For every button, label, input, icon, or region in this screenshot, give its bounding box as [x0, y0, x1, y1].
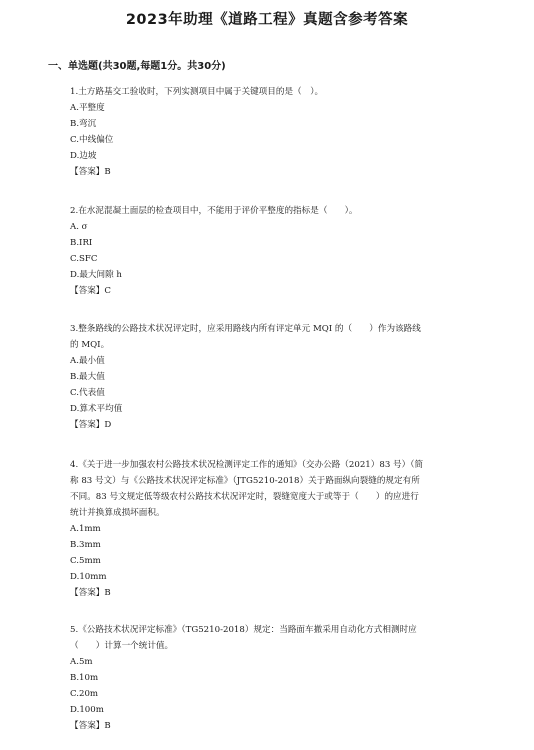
question-stem-line: 的 MQI。	[70, 340, 110, 350]
option-c: C.中线偏位	[70, 135, 114, 145]
question-1	[70, 84, 488, 180]
answer-line: 【答案】B	[70, 588, 111, 598]
answer-line: 【答案】B	[70, 721, 111, 731]
answer-line: 【答案】B	[70, 167, 111, 177]
option-d: D.100m	[70, 705, 104, 715]
option-a: A. σ	[70, 222, 88, 232]
question-stem-line: 1.土方路基交工验收时，下列实测项目中属于关键项目的是（ ）。	[70, 87, 324, 97]
question-stem-line: 2.在水泥混凝土面层的检查项目中，不能用于评价平整度的指标是（ ）。	[70, 206, 358, 216]
document-title: 2023年助理《道路工程》真题含参考答案	[125, 12, 409, 28]
option-b: B.IRI	[70, 238, 93, 248]
option-b: B.最大值	[70, 372, 105, 382]
question-stem-line: 5.《公路技术状况评定标准》（TG5210-2018）规定：当路面车撤采用自动化方式相测时应	[70, 625, 417, 635]
option-c: C.5mm	[70, 556, 101, 566]
option-d: D.算术平均值	[70, 404, 123, 414]
option-a: A.5m	[70, 657, 93, 667]
question-5	[70, 622, 488, 734]
option-a: A.1mm	[70, 524, 101, 534]
option-c: C.代表值	[70, 388, 105, 398]
question-stem-line: 统计并换算成损坏面积。	[70, 508, 165, 518]
question-stem-line: 3.整条路线的公路技术状况评定时，应采用路线内所有评定单元 MQI 的（ ）作为该路线	[70, 324, 421, 334]
option-c: C.20m	[70, 689, 99, 699]
question-stem-line: （ ）计算一个统计值。	[70, 641, 174, 651]
option-d: D.最大间隙 h	[70, 270, 122, 280]
answer-line: 【答案】C	[70, 286, 111, 296]
option-c: C.SFC	[70, 254, 98, 264]
option-b: B.弯沉	[70, 119, 97, 129]
question-3	[70, 321, 488, 433]
option-d: D.10mm	[70, 572, 107, 582]
option-d: D.边坡	[70, 151, 97, 161]
question-stem-line: 称 83 号文）与《公路技术状况评定标准》（JTG5210-2018）关于路面纵向裂缝的规定有所	[70, 476, 420, 486]
question-stem-line: 4.《关于进一步加强农村公路技术状况检测评定工作的通知》（交办公路（2021）83 号）（简	[70, 460, 424, 470]
section-heading: 一、单选题(共30题,每题1分。共30分)	[48, 61, 226, 72]
option-b: B.10m	[70, 673, 99, 683]
option-a: A.最小值	[70, 356, 105, 366]
option-b: B.3mm	[70, 540, 101, 550]
answer-line: 【答案】D	[70, 420, 112, 430]
question-4	[70, 457, 488, 601]
question-stem-line: 不同。83 号文规定低等级农村公路技术状况评定时，裂缝宽度大于或等于（ ）的应进行	[70, 492, 419, 502]
question-2	[70, 203, 488, 299]
option-a: A.平整度	[70, 103, 105, 113]
